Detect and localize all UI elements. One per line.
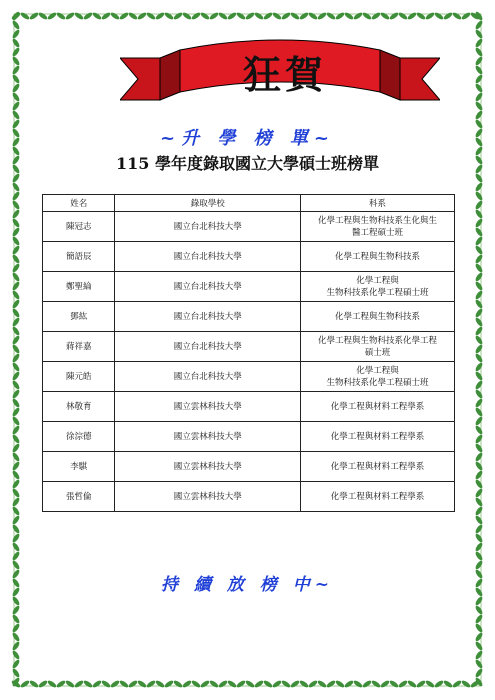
cell-department [301, 392, 455, 422]
department-line: 化學工程與材料工程學系 [330, 491, 425, 502]
cell-school: 國立台北科技大學 [115, 332, 301, 362]
admission-table [42, 194, 455, 512]
table-row [43, 422, 455, 452]
table-row [43, 392, 455, 422]
department-line: 化學工程與 [356, 365, 399, 376]
cell-name: 林敬育 [43, 392, 115, 422]
page-subtitle: ~升 學 榜 單~ [160, 128, 335, 149]
department-line: 生物科技系化學工程碩士班 [326, 377, 429, 388]
cell-school: 國立雲林科技大學 [115, 422, 301, 452]
cell-name: 張哲倫 [43, 482, 115, 512]
cell-department [301, 422, 455, 452]
table-header-row [43, 195, 455, 212]
cell-school: 國立台北科技大學 [115, 362, 301, 392]
department-line: 化學工程與材料工程學系 [330, 431, 425, 442]
department-line: 醫工程碩士班 [352, 227, 404, 238]
department-line: 化學工程與生物科技系化學工程 [318, 335, 438, 346]
cell-department [301, 332, 455, 362]
cell-name: 蔣祥嘉 [43, 332, 115, 362]
cell-department [301, 362, 455, 392]
cell-department [301, 482, 455, 512]
cell-school: 國立台北科技大學 [115, 212, 301, 242]
cell-department [301, 272, 455, 302]
table-row [43, 212, 455, 242]
cell-school: 國立雲林科技大學 [115, 482, 301, 512]
cell-school: 國立雲林科技大學 [115, 392, 301, 422]
table-row [43, 362, 455, 392]
cell-name: 李騏 [43, 452, 115, 482]
cell-name: 鄭聖綸 [43, 272, 115, 302]
cell-school: 國立台北科技大學 [115, 272, 301, 302]
table-row [43, 242, 455, 272]
cell-name: 陳冠志 [43, 212, 115, 242]
table-row [43, 452, 455, 482]
page-title: 115 學年度錄取國立大學碩士班榜單 [116, 154, 379, 173]
department-line: 化學工程與生物科技系生化與生 [318, 215, 438, 226]
department-line: 化學工程與生物科技系 [335, 311, 421, 322]
cell-name: 鄧紘 [43, 302, 115, 332]
header-school: 錄取學校 [115, 195, 301, 212]
department-line: 生物科技系化學工程碩士班 [326, 287, 429, 298]
cell-school: 國立台北科技大學 [115, 242, 301, 272]
cell-department [301, 212, 455, 242]
footer-note: 持 續 放 榜 中~ [161, 575, 334, 595]
header-name: 姓名 [43, 195, 115, 212]
banner-title: 狂賀 [242, 53, 327, 97]
table-body [43, 212, 455, 512]
cell-name: 徐淙德 [43, 422, 115, 452]
cell-name: 陳元皓 [43, 362, 115, 392]
table-row [43, 332, 455, 362]
department-line: 化學工程與材料工程學系 [330, 401, 425, 412]
department-line: 化學工程與生物科技系 [335, 251, 421, 262]
cell-department [301, 452, 455, 482]
table-row [43, 302, 455, 332]
cell-school: 國立台北科技大學 [115, 302, 301, 332]
cell-department [301, 302, 455, 332]
department-line: 化學工程與 [356, 275, 399, 286]
cell-department [301, 242, 455, 272]
department-line: 碩士班 [364, 347, 391, 358]
table-row [43, 482, 455, 512]
cell-school: 國立雲林科技大學 [115, 452, 301, 482]
header-department: 科系 [301, 195, 455, 212]
table-row [43, 272, 455, 302]
department-line: 化學工程與材料工程學系 [330, 461, 425, 472]
cell-name: 簡語辰 [43, 242, 115, 272]
